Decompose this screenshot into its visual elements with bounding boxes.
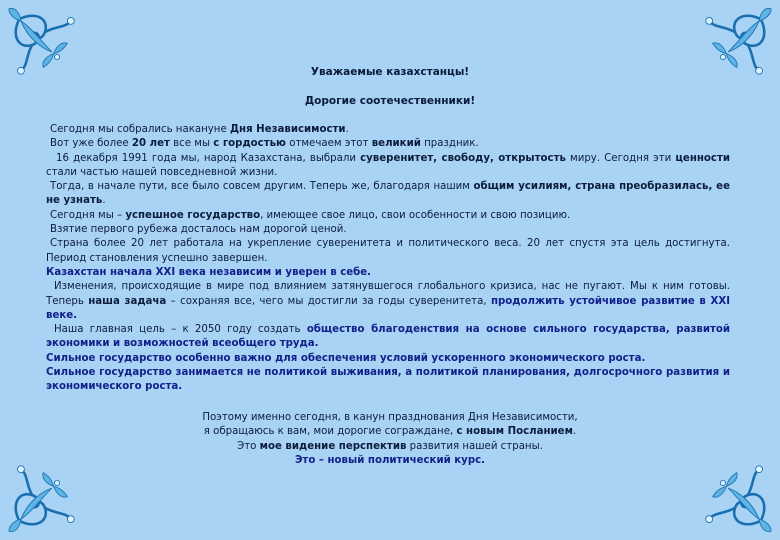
paragraph-emphasis: Сильное государство особенно важно для обеспечения условий ускоренного экономического роста. bbox=[46, 352, 646, 364]
speech-body bbox=[46, 123, 730, 395]
paragraph: Тогда, в начале пути, все было совсем другим. Теперь же, благодаря нашим общим усилиям, страна преобразилась, ее не узнать. bbox=[46, 181, 730, 207]
closing-line: я обращаюсь к вам, мои дорогие сограждане, с новым Посланием. bbox=[203, 426, 577, 438]
paragraph: Страна более 20 лет работала на укрепление суверенитета и политического веса. 20 лет спустя эта цель достигнута. Период становления успешно завершен. bbox=[46, 238, 730, 264]
paragraph: Наша главная цель – к 2050 году создать общество благоденствия на основе сильного государства, развитой экономики и возможностей всеобщего труда. bbox=[46, 324, 731, 350]
closing-line: Это мое видение перспектив развития нашей страны. bbox=[237, 440, 543, 452]
greeting-heading: Уважаемые казахстанцы! bbox=[310, 66, 470, 78]
paragraph-emphasis: Сильное государство занимается не политикой выживания, а политикой планирования, долгосрочного развития и экономического роста. bbox=[46, 367, 730, 393]
closing-line: Это – новый политический курс. bbox=[294, 454, 486, 466]
paragraph: 16 декабря 1991 года мы, народ Казахстана, выбрали суверенитет, свободу, открытость миру. Сегодня эти ценности стали частью нашей повседневной жизни. bbox=[46, 152, 730, 178]
paragraph: Взятие первого рубежа досталось нам дорогой ценой. bbox=[50, 224, 347, 236]
greeting-subheading: Дорогие соотечественники! bbox=[304, 95, 476, 107]
paragraph: Вот уже более 20 лет все мы с гордостью отмечаем этот великий праздник. bbox=[50, 138, 479, 150]
paragraph: Сегодня мы – успешное государство, имеющее свое лицо, свои особенности и свою позицию. bbox=[50, 209, 571, 221]
paragraph: Изменения, происходящие в мире под влиянием затянувшегося глобального кризиса, нас не пугают. Мы к ним готовы. Теперь наша задача – сохраняя все, чего мы достигли за годы суверенитета, продолжить устойчивое развитие в XXI веке. bbox=[46, 281, 731, 321]
paragraph-emphasis: Казахстан начала XXI века независим и уверен в себе. bbox=[46, 266, 372, 278]
closing-line: Поэтому именно сегодня, в канун празднования Дня Независимости, bbox=[202, 412, 578, 423]
paragraph: Сегодня мы собрались накануне Дня Независимости. bbox=[50, 124, 349, 135]
closing-block bbox=[0, 411, 780, 468]
